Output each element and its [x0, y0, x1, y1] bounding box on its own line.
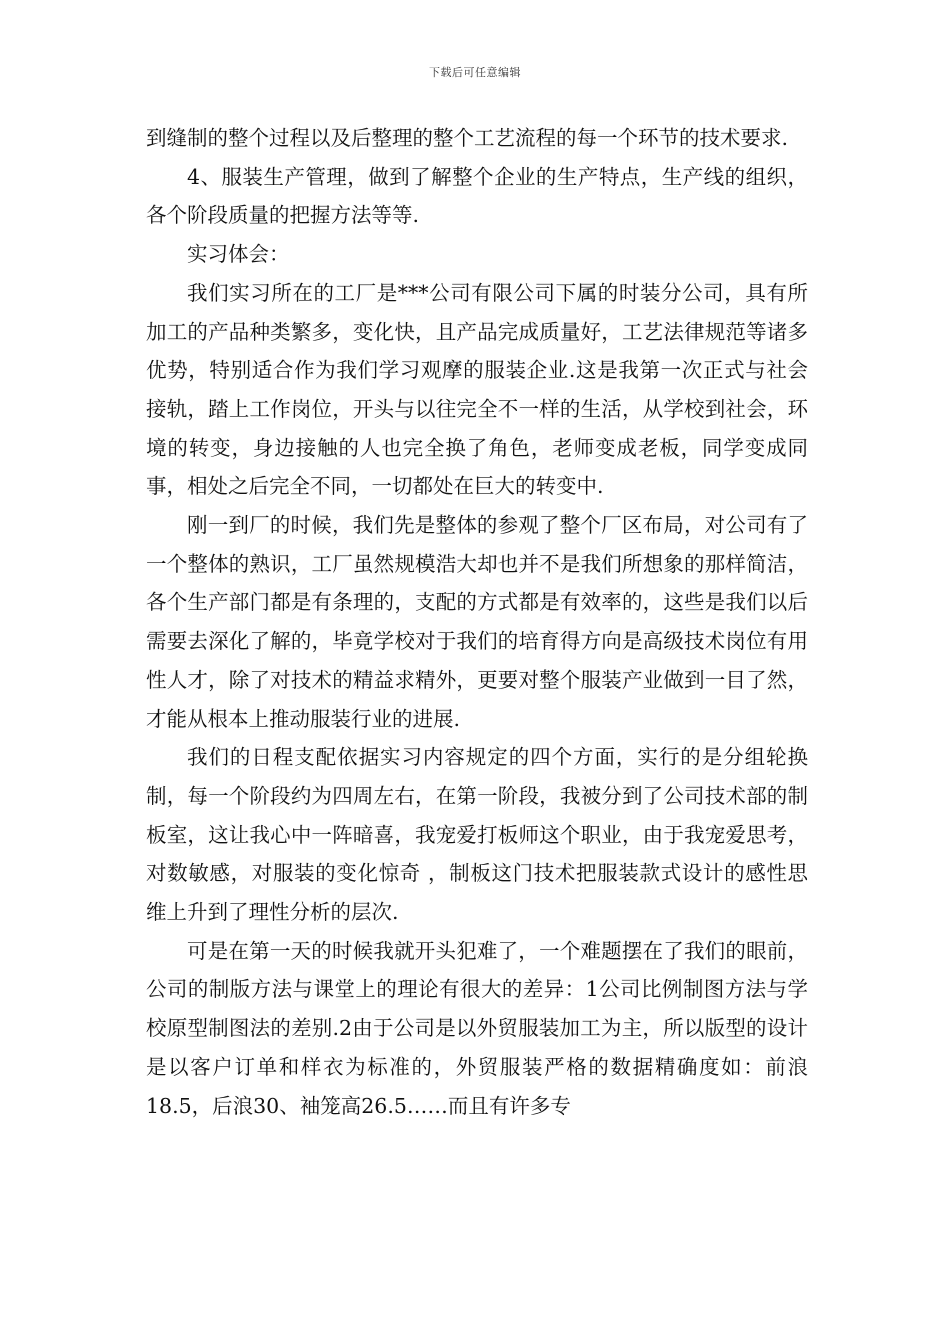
paragraph-factory-intro: 我们实习所在的工厂是***公司有限公司下属的时装分公司，具有所加工的产品种类繁多，变化快，且产品完成质量好，工艺法律规范等诸多优势，特别适合作为我们学习观摩的服装企业.这是我第一次正式与社会接轨，踏上工作岗位，开头与以往完全不一样的生活，从学校到社会，环境的转变，身边接触的人也完全换了角色，老师变成老板，同学变成同事，相处之后完全不同，一切都处在巨大的转变中. — [146, 280, 808, 499]
paragraph-production-management: 4、服装生产管理，做到了解整个企业的生产特点，生产线的组织，各个阶段质量的把握方法等等. — [146, 164, 808, 228]
paragraph-first-day: 可是在第一天的时候我就开头犯难了，一个难题摆在了我们的眼前，公司的制版方法与课堂上的理论有很大的差异：1公司比例制图方法与学校原型制图法的差别.2由于公司是以外贸服装加工为主，所以版型的设计是以客户订单和样衣为标准的，外贸服装严格的数据精确度如：前浪18.5，后浪30、袖笼高26.5……而且有许多专 — [146, 938, 808, 1118]
section-heading-internship-experience: 实习体会： — [187, 242, 290, 267]
paragraph-schedule: 我们的日程支配依据实习内容规定的四个方面，实行的是分组轮换制，每一个阶段约为四周左右，在第一阶段，我被分到了公司技术部的制板室，这让我心中一阵暗喜，我宠爱打板师这个职业，由于我宠爱思考，对数敏感，对服装的变化惊奇 ，制板这门技术把服装款式设计的感性思维上升到了理性分析的层次. — [146, 745, 808, 925]
page-header: 下载后可任意编辑 — [429, 66, 521, 79]
paragraph-continuation: 到缝制的整个过程以及后整理的整个工艺流程的每一个环节的技术要求. — [146, 126, 789, 150]
document-body — [146, 119, 808, 1125]
paragraph-first-arrival: 刚一到厂的时候，我们先是整体的参观了整个厂区布局，对公司有了一个整体的熟识，工厂虽然规模浩大却也并不是我们所想象的那样简洁，各个生产部门都是有条理的，支配的方式都是有效率的，这些是我们以后需要去深化了解的，毕竟学校对于我们的培育得方向是高级技术岗位有用性人才，除了对技术的精益求精外，更要对整个服装产业做到一目了然，才能从根本上推动服装行业的进展. — [146, 513, 808, 731]
